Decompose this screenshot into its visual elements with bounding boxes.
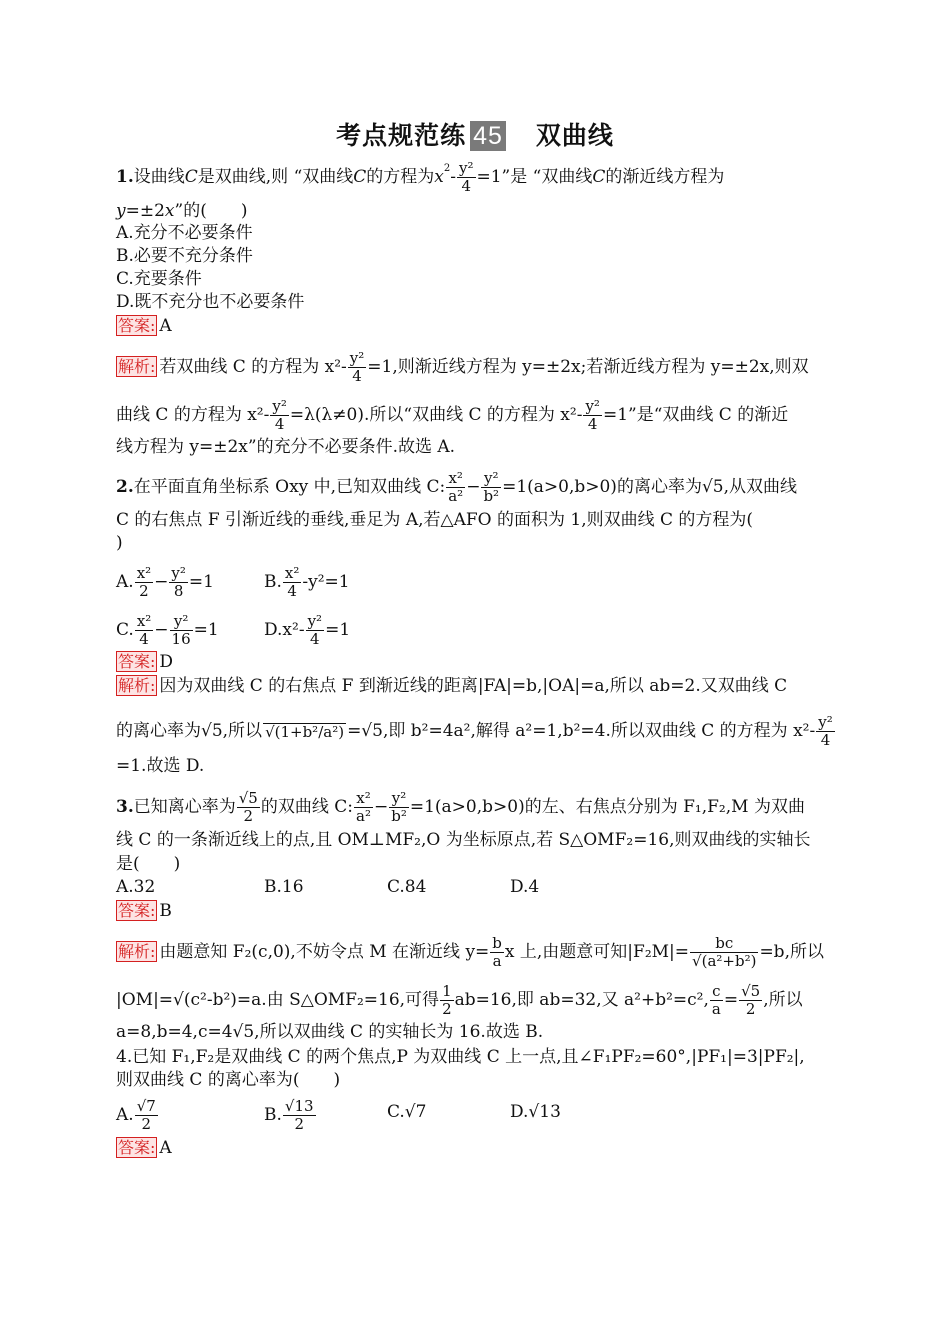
q2-stem-line2: C 的右焦点 F 引渐近线的垂线,垂足为 A,若△AFO 的面积为 1,则双曲线 C 的方程为( (116, 510, 754, 530)
q4-stem-line1: 4.已知 F₁,F₂是双曲线 C 的两个焦点,P 为双曲线 C 上一点,且∠F₁PF₂=60°,|PF₁|=3|PF₂|, (116, 1047, 805, 1067)
answer-tag: 答案: (118, 316, 156, 335)
q2-option-c: C. $\frac{\text{x²}}{4}$ − $\frac{\text{y²}}{16}$ =1 (116, 612, 219, 648)
q3-stem-line2: 线 C 的一条渐近线上的点,且 OM⊥MF₂,O 为坐标原点,若 S△OMF₂=16,则双曲线的实轴长 (116, 830, 811, 850)
q4-stem-line2: 则双曲线 C 的离心率为( ) (116, 1070, 341, 1090)
q3-stem-line3: 是( ) (116, 854, 181, 874)
q2-stem-line1: 2.在平面直角坐标系 Oxy 中,已知双曲线 C: $\frac{\text{x²}}{\text{a²}}$ − $\frac{\text{y²}}{\text{b²}}$ =1(a>0,b>0)的离心率为√5,从双曲线 (116, 469, 798, 505)
q3-option-b: B.16 (264, 877, 304, 897)
q1-option-a: A.充分不必要条件 (116, 223, 253, 243)
q2-analysis-line1: 解析: 因为双曲线 C 的右焦点 F 到渐近线的距离|FA|=b,|OA|=a,所以 ab=2.又双曲线 C (118, 676, 788, 696)
q4-option-d: D.√13 (510, 1102, 561, 1122)
q1-option-b: B.必要不充分条件 (116, 246, 253, 266)
q4-option-a: A. $\frac{√7}{2}$ (116, 1097, 156, 1133)
q4-option-b: B. $\frac{√13}{2}$ (264, 1097, 314, 1133)
q2-option-b: B. $\frac{\text{x²}}{4}$ -y²=1 (264, 564, 350, 600)
title-number-badge: 45 (470, 121, 506, 151)
q2-answer: 答案: D (118, 652, 174, 672)
q3-stem-line1: 3.已知离心率为 $\frac{√5}{2}$ 的双曲线 C: $\frac{\text{x²}}{\text{a²}}$ − $\frac{\text{y²}}{\text{b²}}$ =1(a>0,b>0)的左、右焦点分别为 F₁,F₂,M 为双曲 (116, 789, 805, 825)
fraction-y2-over-4: $\frac{\text{y²}}{4}$ (459, 159, 474, 195)
q3-analysis-line3: a=8,b=4,c=4√5,所以双曲线 C 的实轴长为 16.故选 B. (116, 1022, 544, 1042)
q4-answer: 答案: A (118, 1138, 172, 1158)
title-prefix: 考点规范练 (336, 121, 467, 150)
q3-analysis-line1: 解析: 由题意知 F₂(c,0),不妨令点 M 在渐近线 y= $\frac{b}{a}$ x 上,由题意可知|F₂M|= $\frac{bc}{\text{√(a²+b²)}}$ =b,所以 (118, 934, 824, 970)
title-topic: 双曲线 (535, 121, 614, 150)
q3-analysis-line2: |OM|=√(c²-b²)=a.由 S△OMF₂=16,可得 $\frac{1}{2}$ ab=16,即 ab=32,又 a²+b²=c², $\frac{c}{a}$ = $\frac{√5}{2}$ ,所以 (116, 982, 803, 1018)
q2-stem-line3: ) (116, 533, 123, 553)
q1-option-c: C.充要条件 (116, 269, 202, 289)
q1-analysis-line1: 解析: 若双曲线 C 的方程为 x²- $\frac{\text{y²}}{4}$ =1,则渐近线方程为 y=±2x;若渐近线方程为 y=±2x,则双 (118, 349, 809, 385)
q1-option-d: D.既不充分也不必要条件 (116, 292, 305, 312)
q1-answer: 答案: A (118, 316, 172, 336)
q4-option-c: C.√7 (387, 1102, 427, 1122)
q1-stem-line1: 1.设曲线C是双曲线,则 “双曲线C的方程为$x^2-$ $\frac{\text{y²}}{4}$ =1”是 “双曲线C的渐近线方程为 (116, 159, 725, 195)
page-title (0, 116, 950, 152)
q3-answer: 答案: B (118, 901, 172, 921)
q2-option-a: A. $\frac{\text{x²}}{2}$ − $\frac{\text{y²}}{8}$ =1 (116, 564, 214, 600)
q2-analysis-line3: =1.故选 D. (116, 756, 205, 776)
q1-analysis-line2: 曲线 C 的方程为 x²- $\frac{\text{y²}}{4}$ =λ(λ≠0).所以“双曲线 C 的方程为 x²- $\frac{\text{y²}}{4}$ =1”是“双曲线 C 的渐近 (116, 397, 789, 433)
analysis-tag: 解析: (118, 357, 156, 376)
q1-analysis-line3: 线方程为 y=±2x”的充分不必要条件.故选 A. (116, 437, 456, 457)
q1-stem-line2: y=±2x”的( ) (116, 201, 248, 221)
q3-option-a: A.32 (116, 877, 156, 897)
q2-analysis-line2: 的离心率为√5,所以 √(1+b²/a²) =√5,即 b²=4a²,解得 a²=1,b²=4.所以双曲线 C 的方程为 x²- $\frac{\text{y²}}{4}$ (116, 713, 833, 749)
q2-option-d: D.x²- $\frac{\text{y²}}{4}$ =1 (264, 612, 351, 648)
q3-option-c: C.84 (387, 877, 427, 897)
q3-option-d: D.4 (510, 877, 540, 897)
